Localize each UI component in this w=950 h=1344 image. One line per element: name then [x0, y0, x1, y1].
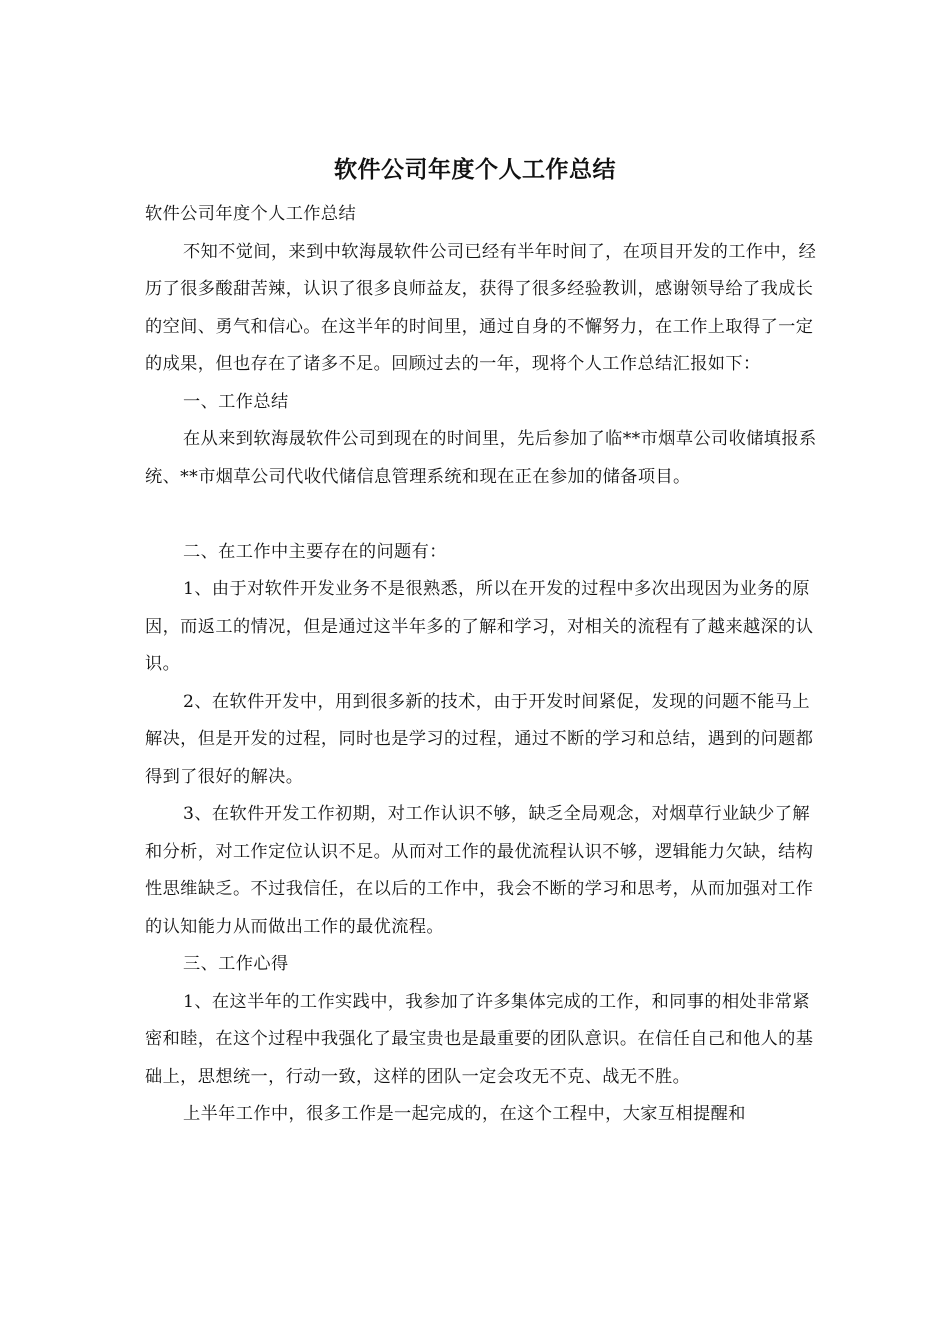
paragraph-problem-3: 3、在软件开发工作初期，对工作认识不够，缺乏全局观念，对烟草行业缺少了解和分析，对工作定位认识不足。从而对工作的最优流程认识不够，逻辑能力欠缺，结构性思维缺乏。不过我信任，在以后的工作中，我会不断的学习和思考，从而加强对工作的认知能力从而做出工作的最优流程。 — [145, 804, 814, 937]
section-heading-2: 二、在工作中主要存在的问题有： — [183, 541, 447, 562]
paragraph-problem-2: 2、在软件开发中，用到很多新的技术，由于开发时间紧促，发现的问题不能马上解决，但是开发的过程，同时也是学习的过程，通过不断的学习和总结，遇到的问题都得到了很好的解决。 — [145, 691, 814, 787]
section-heading-1: 一、工作总结 — [183, 391, 289, 412]
document-body — [145, 196, 817, 1134]
document-title: 软件公司年度个人工作总结 — [334, 156, 616, 183]
section-heading-3: 三、工作心得 — [183, 954, 289, 974]
paragraph-insight-2: 上半年工作中，很多工作是一起完成的，在这个工程中，大家互相提醒和 — [183, 1104, 746, 1124]
paragraph-intro: 不知不觉间，来到中软海晟软件公司已经有半年时间了，在项目开发的工作中，经历了很多酸甜苦辣，认识了很多良师益友，获得了很多经验教训，感谢领导给了我成长的空间、勇气和信心。在这半年的时间里，通过自身的不懈努力，在工作上取得了一定的成果，但也存在了诸多不足。回顾过去的一年，现将个人工作总结汇报如下： — [145, 241, 817, 374]
paragraph-work-summary: 在从来到软海晟软件公司到现在的时间里，先后参加了临**市烟草公司收储填报系统、**市烟草公司代收代储信息管理系统和现在正在参加的储备项目。 — [145, 429, 817, 487]
paragraph-problem-1: 1、由于对软件开发业务不是很熟悉，所以在开发的过程中多次出现因为业务的原因，而返工的情况，但是通过这半年多的了解和学习，对相关的流程有了越来越深的认识。 — [145, 579, 814, 674]
blank-line — [145, 496, 817, 534]
paragraph-insight-1: 1、在这半年的工作实践中，我参加了许多集体完成的工作，和同事的相处非常紧密和睦，在这个过程中我强化了最宝贵也是最重要的团队意识。在信任自己和他人的基础上，思想统一，行动一致，这样的团队一定会攻无不克、战无不胜。 — [145, 991, 814, 1087]
document-subtitle: 软件公司年度个人工作总结 — [145, 204, 357, 224]
